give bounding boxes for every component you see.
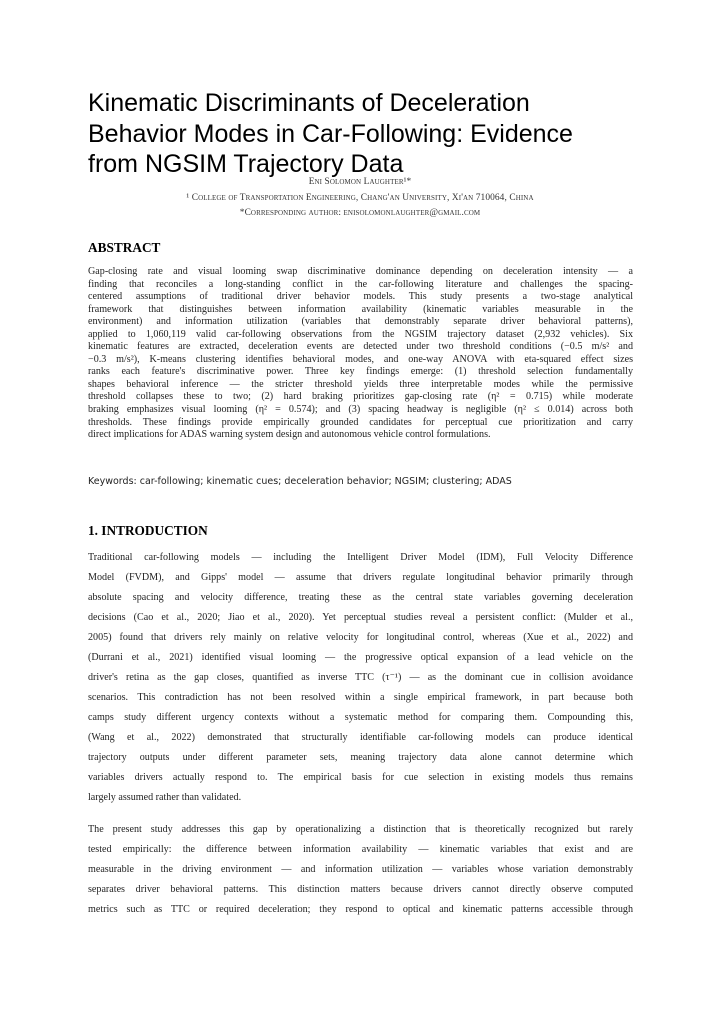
abstract-heading: ABSTRACT	[88, 240, 161, 255]
author-name: Eni Solomon Laughter¹*	[308, 177, 412, 187]
abstract-line: thresholds. These findings provide empirically grounded candidates for perceptual cue prioritization and carry	[88, 416, 633, 428]
paragraph-line: Model (FVDM), and Gipps' model — assume that drivers regulate longitudinal behavior primarily through	[88, 572, 633, 583]
paragraph-line: variables drivers actually respond to. The empirical basis for cue selection in existing models thus remains	[88, 772, 633, 783]
abstract-line: braking emphasizes visual looming (η² = 0.574); and (3) spacing headway is negligible (η² ≤ 0.014) across both	[88, 404, 633, 416]
abstract-line: ranks each feature's discriminative power. Three key findings emerge: (1) threshold selection fundamentally	[88, 366, 633, 378]
abstract-body	[88, 266, 633, 442]
paragraph-line: trajectory outputs under different parameter sets, meaning trajectory data alone cannot determine which	[88, 752, 633, 763]
keywords: Keywords: car-following; kinematic cues; deceleration behavior; NGSIM; clustering; ADAS	[88, 476, 512, 487]
introduction-paragraph-1	[88, 548, 633, 808]
author-affiliation: ¹ College of Transportation Engineering, Chang'an University, Xi'an 710064, China	[186, 193, 534, 203]
paragraph-line: measurable in the driving environment — and information utilization — variables whose variation demonstrably	[88, 864, 633, 875]
abstract-line: framework that distinguishes between information availability (kinematic variables measurable in the	[88, 303, 633, 315]
paragraph-line: separates driver behavioral patterns. This distinction matters because drivers cannot directly observe computed	[88, 884, 633, 895]
paragraph-line: tested empirically: the difference between information availability — kinematic variables that exist and are	[88, 844, 633, 855]
paragraph-line: (Durrani et al., 2021) identified visual looming — the progressive optical expansion of a lead vehicle on the	[88, 652, 633, 663]
title-line: Behavior Modes in Car-Following: Evidence	[88, 119, 573, 148]
introduction-paragraph-2	[88, 820, 633, 920]
paragraph-line: absolute spacing and velocity difference, treating these as the central state variables governing deceleration	[88, 592, 633, 603]
paragraph-line: (Wang et al., 2022) demonstrated that structurally identifiable car-following models can produce identical	[88, 732, 633, 743]
abstract-line: shapes behavioral inference — the stricter threshold yields three interpretable modes while the permissive	[88, 378, 633, 390]
abstract-line: kinematic features are extracted, deceleration events are detected under two threshold conditions (−0.5 m/s² and	[88, 341, 633, 353]
paragraph-line: camps study different urgency contexts without a systematic method for comparing them. Compounding this,	[88, 712, 633, 723]
introduction-heading: 1. INTRODUCTION	[88, 523, 208, 538]
paragraph-line: The present study addresses this gap by operationalizing a distinction that is theoretically recognized but rarely	[88, 824, 633, 835]
paragraph-line: largely assumed rather than validated.	[88, 792, 242, 803]
title-line: from NGSIM Trajectory Data	[88, 150, 404, 178]
corresponding-author: *Corresponding author: enisolomonlaughter@gmail.com	[239, 208, 481, 218]
title-line: Kinematic Discriminants of Deceleration	[88, 89, 530, 117]
abstract-line: −0.3 m/s²), K-means clustering identifies behavioral modes, and one-way ANOVA with eta-squared effect sizes	[88, 353, 633, 365]
paragraph-line: 2005) found that drivers rely mainly on relative velocity for longitudinal control, whereas (Xue et al., 2022) and	[88, 632, 633, 643]
paragraph-line: Traditional car-following models — including the Intelligent Driver Model (IDM), Full Velocity Difference	[88, 552, 633, 563]
paragraph-line: scenarios. This contradiction has not been resolved within a single empirical framework, in part because both	[88, 692, 633, 703]
abstract-line: finding that reconciles a long-standing conflict in the car-following literature and challenges the spacing-	[88, 278, 633, 290]
abstract-line: environment) and information utilization (variables that demonstrably separate driver behavioral patterns),	[88, 316, 633, 328]
abstract-line: threshold collapses these to two; (2) hard braking prioritizes gap-closing rate (η² = 0.715) while moderate	[88, 391, 633, 403]
paragraph-line: metrics such as TTC or required deceleration; they respond to optical and kinematic patterns accessible through	[88, 904, 633, 915]
abstract-line: applied to 1,060,119 valid car-following observations from the NGSIM trajectory dataset (2,932 vehicles). Six	[88, 328, 633, 340]
paper-title	[88, 88, 648, 180]
paragraph-line: decisions (Cao et al., 2020; Jiao et al., 2020). Yet perceptual studies reveal a persistent conflict: (Mulder et al.,	[88, 612, 633, 623]
abstract-line: Gap-closing rate and visual looming swap discriminative dominance depending on deceleration intensity — a	[88, 266, 633, 277]
abstract-line: direct implications for ADAS warning system design and autonomous vehicle control formulations.	[88, 429, 491, 441]
abstract-line: centered assumptions of traditional driver behavior models. This study presents a two-stage analytical	[88, 291, 633, 303]
paragraph-line: driver's retina as the gap closes, quantified as inverse TTC (τ⁻¹) — as the dominant cue in collision avoidance	[88, 672, 633, 683]
